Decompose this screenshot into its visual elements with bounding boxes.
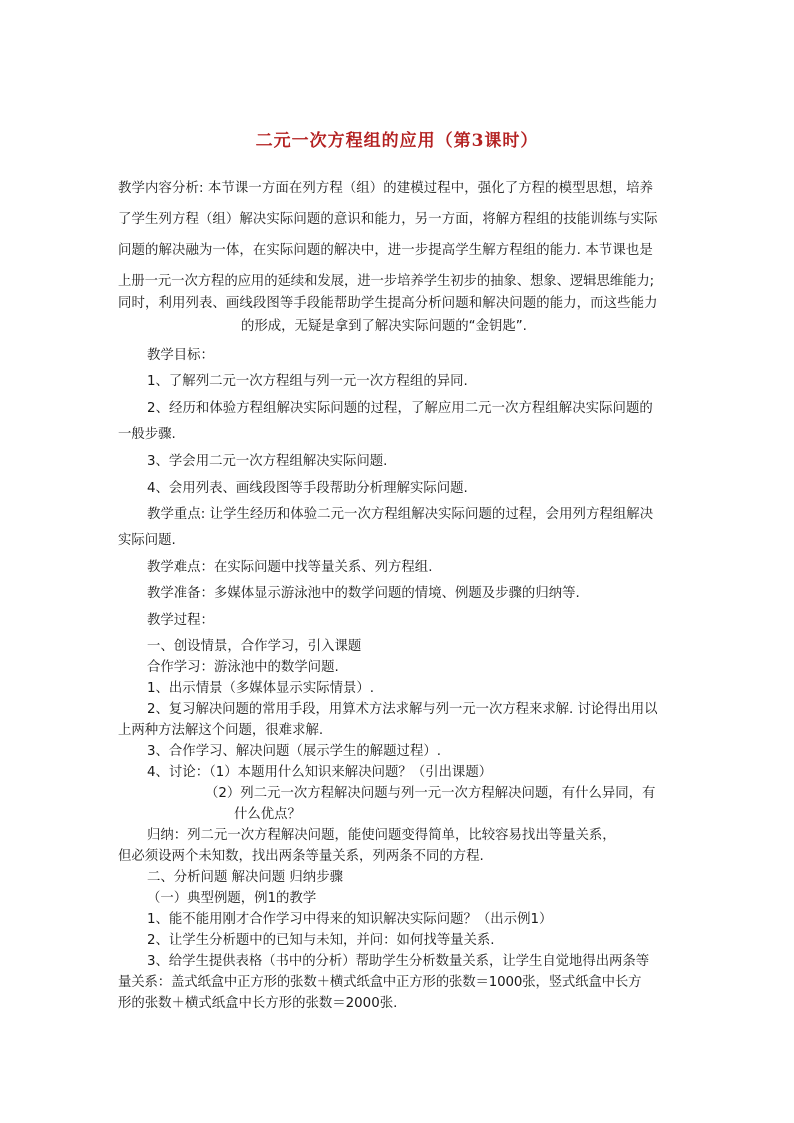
process-section-1: 一、创设情景，合作学习，引入课题	[147, 639, 362, 654]
goal-item-3: 3、学会用二元一次方程组解决实际问题.	[147, 454, 388, 469]
analysis-line-6: 的形成，无疑是拿到了解决实际问题的“金钥匙”.	[241, 319, 527, 334]
process-line-2: 2、复习解决问题的常用手段，用算术方法求解与列一元一次方程来求解. 讨论得出用以	[147, 702, 658, 717]
process-line-4-sub2: （2）列二元一次方程解决问题与列一元一次方程解决问题，有什么异同，有	[205, 786, 656, 801]
example-line-3-cont: 量关系：盖式纸盒中正方形的张数＋横式纸盒中正方形的张数＝1000张，竖式纸盒中长方	[118, 975, 642, 990]
process-line-4: 4、讨论：（1）本题用什么知识来解决问题？（引出课题）	[147, 765, 493, 780]
example-line-1: 1、能不能用刚才合作学习中得来的知识解决实际问题？（出示例1）	[147, 912, 553, 927]
example-line-2: 2、让学生分析题中的已知与未知，并问：如何找等量关系.	[147, 933, 495, 948]
goal-item-1: 1、了解列二元一次方程组与列一元一次方程组的异同.	[147, 374, 468, 389]
page-title: 二元一次方程组的应用（第3课时）	[255, 131, 539, 151]
difficulty-line: 教学难点：在实际问题中找等量关系、列方程组.	[147, 560, 433, 575]
summary-line-1: 归纳：列二元一次方程解决问题，能使问题变得简单，比较容易找出等量关系，	[147, 828, 616, 843]
analysis-line-1: 教学内容分析: 本节课一方面在列方程（组）的建模过程中，强化了方程的模型思想，培养	[118, 181, 654, 196]
key-points-line-1: 教学重点: 让学生经历和体验二元一次方程组解决实际问题的过程，会用列方程组解决	[147, 507, 654, 522]
process-line-4-sub2-cont: 什么优点？	[234, 807, 301, 822]
process-line-cooperative: 合作学习：游泳池中的数学问题.	[147, 660, 339, 675]
example-heading: （一）典型例题，例1的教学	[147, 891, 317, 906]
goal-item-4: 4、会用列表、画线段图等手段帮助分析理解实际问题.	[147, 481, 468, 496]
goal-item-2-cont: 一般步骤.	[118, 427, 176, 442]
process-line-1: 1、出示情景（多媒体显示实际情景）.	[147, 681, 375, 696]
goal-item-2: 2、经历和体验方程组解决实际问题的过程，了解应用二元一次方程组解决实际问题的	[147, 401, 653, 416]
example-line-3-end: 形的张数＋横式纸盒中长方形的张数＝2000张.	[118, 996, 398, 1011]
process-line-2-cont: 上两种方法解这个问题，很难求解.	[118, 723, 324, 738]
preparation-line: 教学准备：多媒体显示游泳池中的数学问题的情境、例题及步骤的归纳等.	[147, 586, 580, 601]
key-points-line-2: 实际问题.	[118, 533, 176, 548]
process-section-2: 二、分析问题 解决问题 归纳步骤	[147, 870, 343, 885]
summary-line-2: 但必须设两个未知数，找出两条等量关系，列两条不同的方程.	[118, 849, 484, 864]
analysis-line-2: 了学生列方程（组）解决实际问题的意识和能力，另一方面，将解方程组的技能训练与实际	[118, 212, 658, 227]
analysis-line-5: 同时，利用列表、画线段图等手段能帮助学生提高分析问题和解决问题的能力，而这些能力	[118, 296, 658, 311]
example-line-3: 3、给学生提供表格（书中的分析）帮助学生分析数量关系，让学生自觉地得出两条等	[147, 954, 650, 969]
process-line-3: 3、合作学习、解决问题（展示学生的解题过程）.	[147, 744, 441, 759]
goals-heading: 教学目标：	[147, 348, 214, 363]
analysis-line-3: 问题的解决融为一体，在实际问题的解决中，进一步提高学生解方程组的能力. 本节课也是	[118, 243, 653, 258]
process-heading: 教学过程：	[147, 613, 214, 628]
analysis-line-4: 上册一元一次方程的应用的延续和发展，进一步培养学生初步的抽象、想象、逻辑思维能力;	[118, 274, 655, 289]
